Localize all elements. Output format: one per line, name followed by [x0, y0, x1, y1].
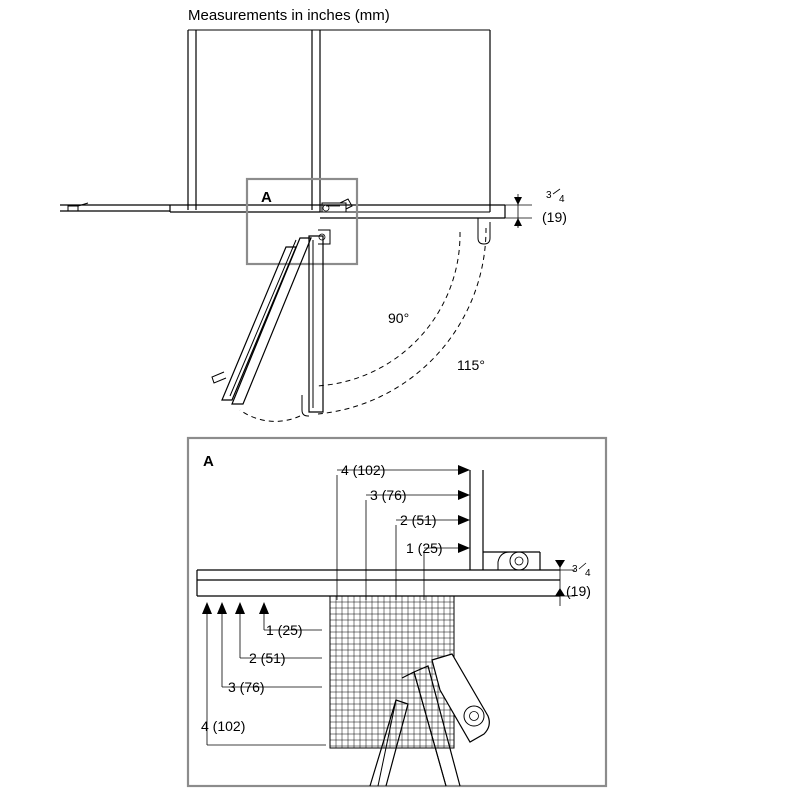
gap-fraction-denominator: 4	[559, 194, 565, 205]
gap-dim-arrow-up	[514, 197, 522, 205]
detail-gap-fraction-denominator: 4	[585, 568, 591, 579]
detail-roller-circle	[510, 552, 528, 570]
bottom-dimension-group	[201, 602, 326, 745]
angled-door-second-leaf	[222, 247, 296, 400]
detail-gap-mm-label: (19)	[566, 583, 591, 599]
bottom-dim1-arrow	[259, 602, 269, 614]
swing-arc-small	[240, 410, 300, 421]
bottom-dim4-arrow	[202, 602, 212, 614]
dim4-arrow	[458, 465, 470, 475]
detail-gap-fraction-numerator: 3	[572, 564, 578, 575]
angle-label-90: 90°	[388, 310, 410, 326]
detail-view-marker: A	[203, 453, 214, 470]
title-label: Measurements in inches (mm)	[188, 7, 390, 24]
detail-door-leaf-2	[370, 700, 408, 786]
gap-fraction-numerator: 3	[546, 190, 552, 201]
bottom-dim-label-2: 2 (51)	[249, 650, 286, 666]
left-bracket	[68, 206, 78, 211]
door-hinge-pin	[319, 234, 325, 240]
bottom-dim-label-1: 1 (25)	[266, 622, 303, 638]
angled-door-handle	[212, 372, 226, 383]
gap-dimension-top	[505, 189, 567, 228]
top-view-drawing	[60, 30, 567, 421]
top-dim-label-2: 2 (51)	[400, 512, 437, 528]
gap-mm-label: (19)	[542, 209, 567, 225]
detail-roller-inner	[515, 557, 523, 565]
dim2-arrow	[458, 515, 470, 525]
top-dim-label-4: 4 (102)	[341, 462, 386, 478]
top-dim-label-1: 1 (25)	[406, 540, 443, 556]
angle-label-115: 115°	[457, 357, 485, 373]
bottom-dim2-arrow	[235, 602, 245, 614]
swing-arc-inner	[316, 232, 460, 386]
gap-dimension-detail	[548, 560, 591, 606]
detail-gap-arrow-up	[555, 588, 565, 596]
detail-door-leaf-2-inner	[378, 700, 396, 786]
door-hinge-plate	[318, 230, 330, 244]
handle-curve	[478, 218, 490, 244]
top-dim-label-3: 3 (76)	[370, 487, 407, 503]
top-dimension-group	[337, 462, 470, 600]
dim1-arrow	[458, 543, 470, 553]
detail-view-a	[188, 438, 606, 786]
detail-gap-arrow-down	[555, 560, 565, 568]
detail-marker-a: A	[261, 189, 272, 206]
door-handle-bottom	[302, 395, 309, 416]
open-door-assembly	[212, 230, 330, 416]
bottom-dim-label-4: 4 (102)	[201, 718, 246, 734]
angled-door-outer	[232, 238, 311, 404]
bottom-dim-label-3: 3 (76)	[228, 679, 265, 695]
bottom-dim3-arrow	[217, 602, 227, 614]
dim3-arrow	[458, 490, 470, 500]
detail-roller-bracket	[498, 552, 510, 570]
gap-dim-arrow-down	[514, 218, 522, 226]
